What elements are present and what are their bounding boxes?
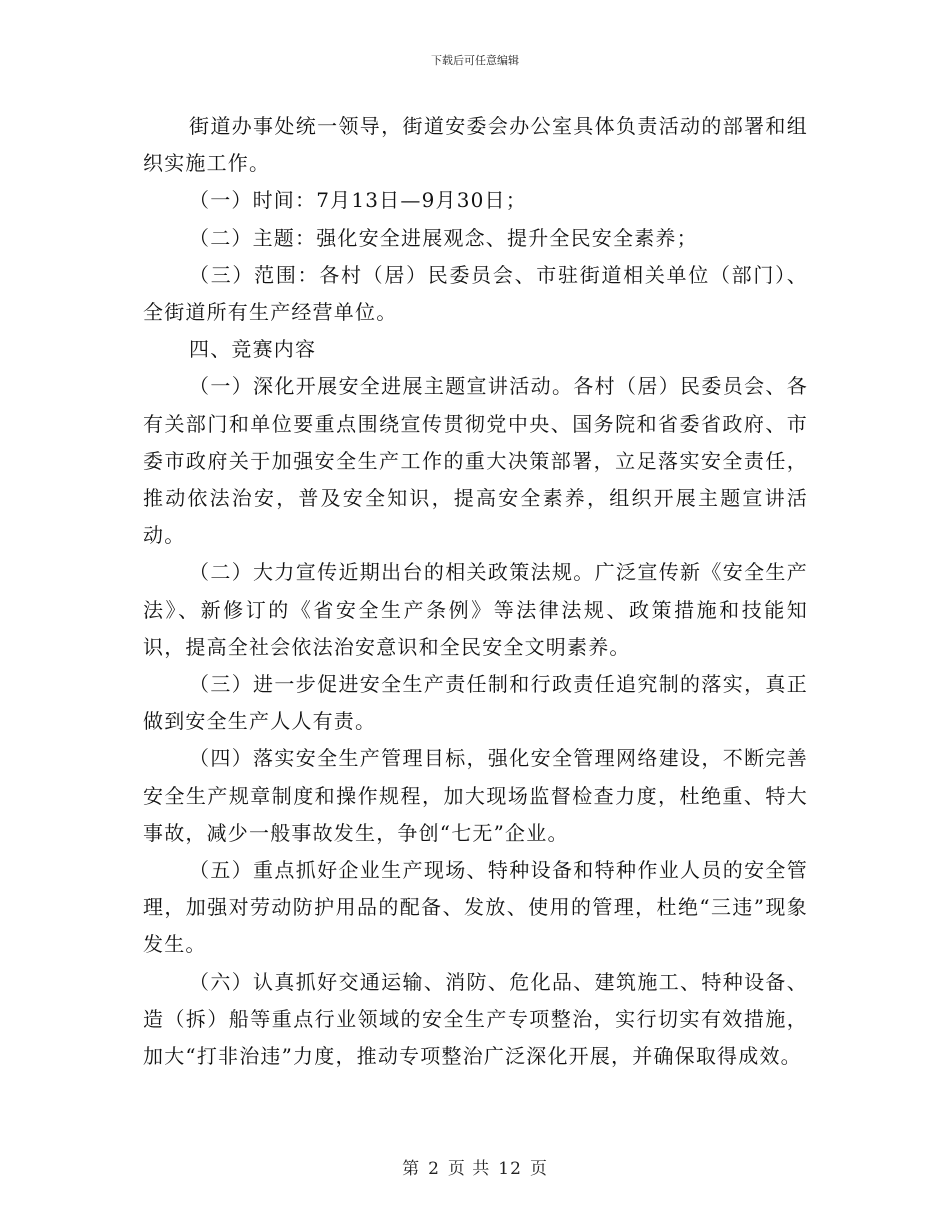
total-pages-number: 12	[498, 1159, 522, 1179]
page-header: 下载后可任意编辑	[431, 54, 519, 67]
paragraph: 街道办事处统一领导，街道安委会办公室具体负责活动的部署和组织实施工作。	[143, 114, 808, 176]
page-footer	[0, 1154, 950, 1179]
paragraph: （三）范围：各村（居）民委员会、市驻街道相关单位（部门）、全街道所有生产经营单位。	[143, 262, 808, 325]
paragraph: （三）进一步促进安全生产责任制和行政责任追究制的落实，真正做到安全生产人人有责。	[143, 672, 808, 734]
section-heading: 四、竞赛内容	[189, 337, 317, 362]
footer-label-page: 第	[402, 1159, 421, 1179]
paragraph: （一）时间：7月13日—9月30日；	[189, 188, 527, 213]
paragraph: （六）认真抓好交通运输、消防、危化品、建筑施工、特种设备、造（拆）船等重点行业领域的安全生产专项整治，实行切实有效措施，加大“打非治违”力度，推动专项整治广泛深化开展，并确保取得成效。	[143, 969, 808, 1069]
paragraph: （四）落实安全生产管理目标，强化安全管理网络建设，不断完善安全生产规章制度和操作规程，加大现场监督检查力度，杜绝重、特大事故，减少一般事故发生，争创“七无”企业。	[143, 746, 808, 845]
paragraph: （五）重点抓好企业生产现场、特种设备和特种作业人员的安全管理，加强对劳动防护用品的配备、发放、使用的管理，杜绝“三违”现象发生。	[143, 858, 808, 957]
paragraph: （二）大力宣传近期出台的相关政策法规。广泛宣传新《安全生产法》、新修订的《省安全生产条例》等法律法规、政策措施和技能知识，提高全社会依法治安意识和全民安全文明素养。	[143, 560, 808, 659]
current-page-number: 2	[428, 1159, 440, 1179]
paragraph: （二）主题：强化安全进展观念、提升全民安全素养；	[189, 225, 698, 250]
footer-label-of: 页 共	[447, 1159, 491, 1179]
paragraph: （一）深化开展安全进展主题宣讲活动。各村（居）民委员会、各有关部门和单位要重点围绕宣传贯彻党中央、国务院和省委省政府、市委市政府关于加强安全生产工作的重大决策部署，立足落实安全责任，推动依法治安，普及安全知识，提高安全素养，组织开展主题宣讲活动。	[143, 374, 808, 548]
footer-label-pages: 页	[529, 1159, 548, 1179]
document-body	[143, 108, 808, 1075]
